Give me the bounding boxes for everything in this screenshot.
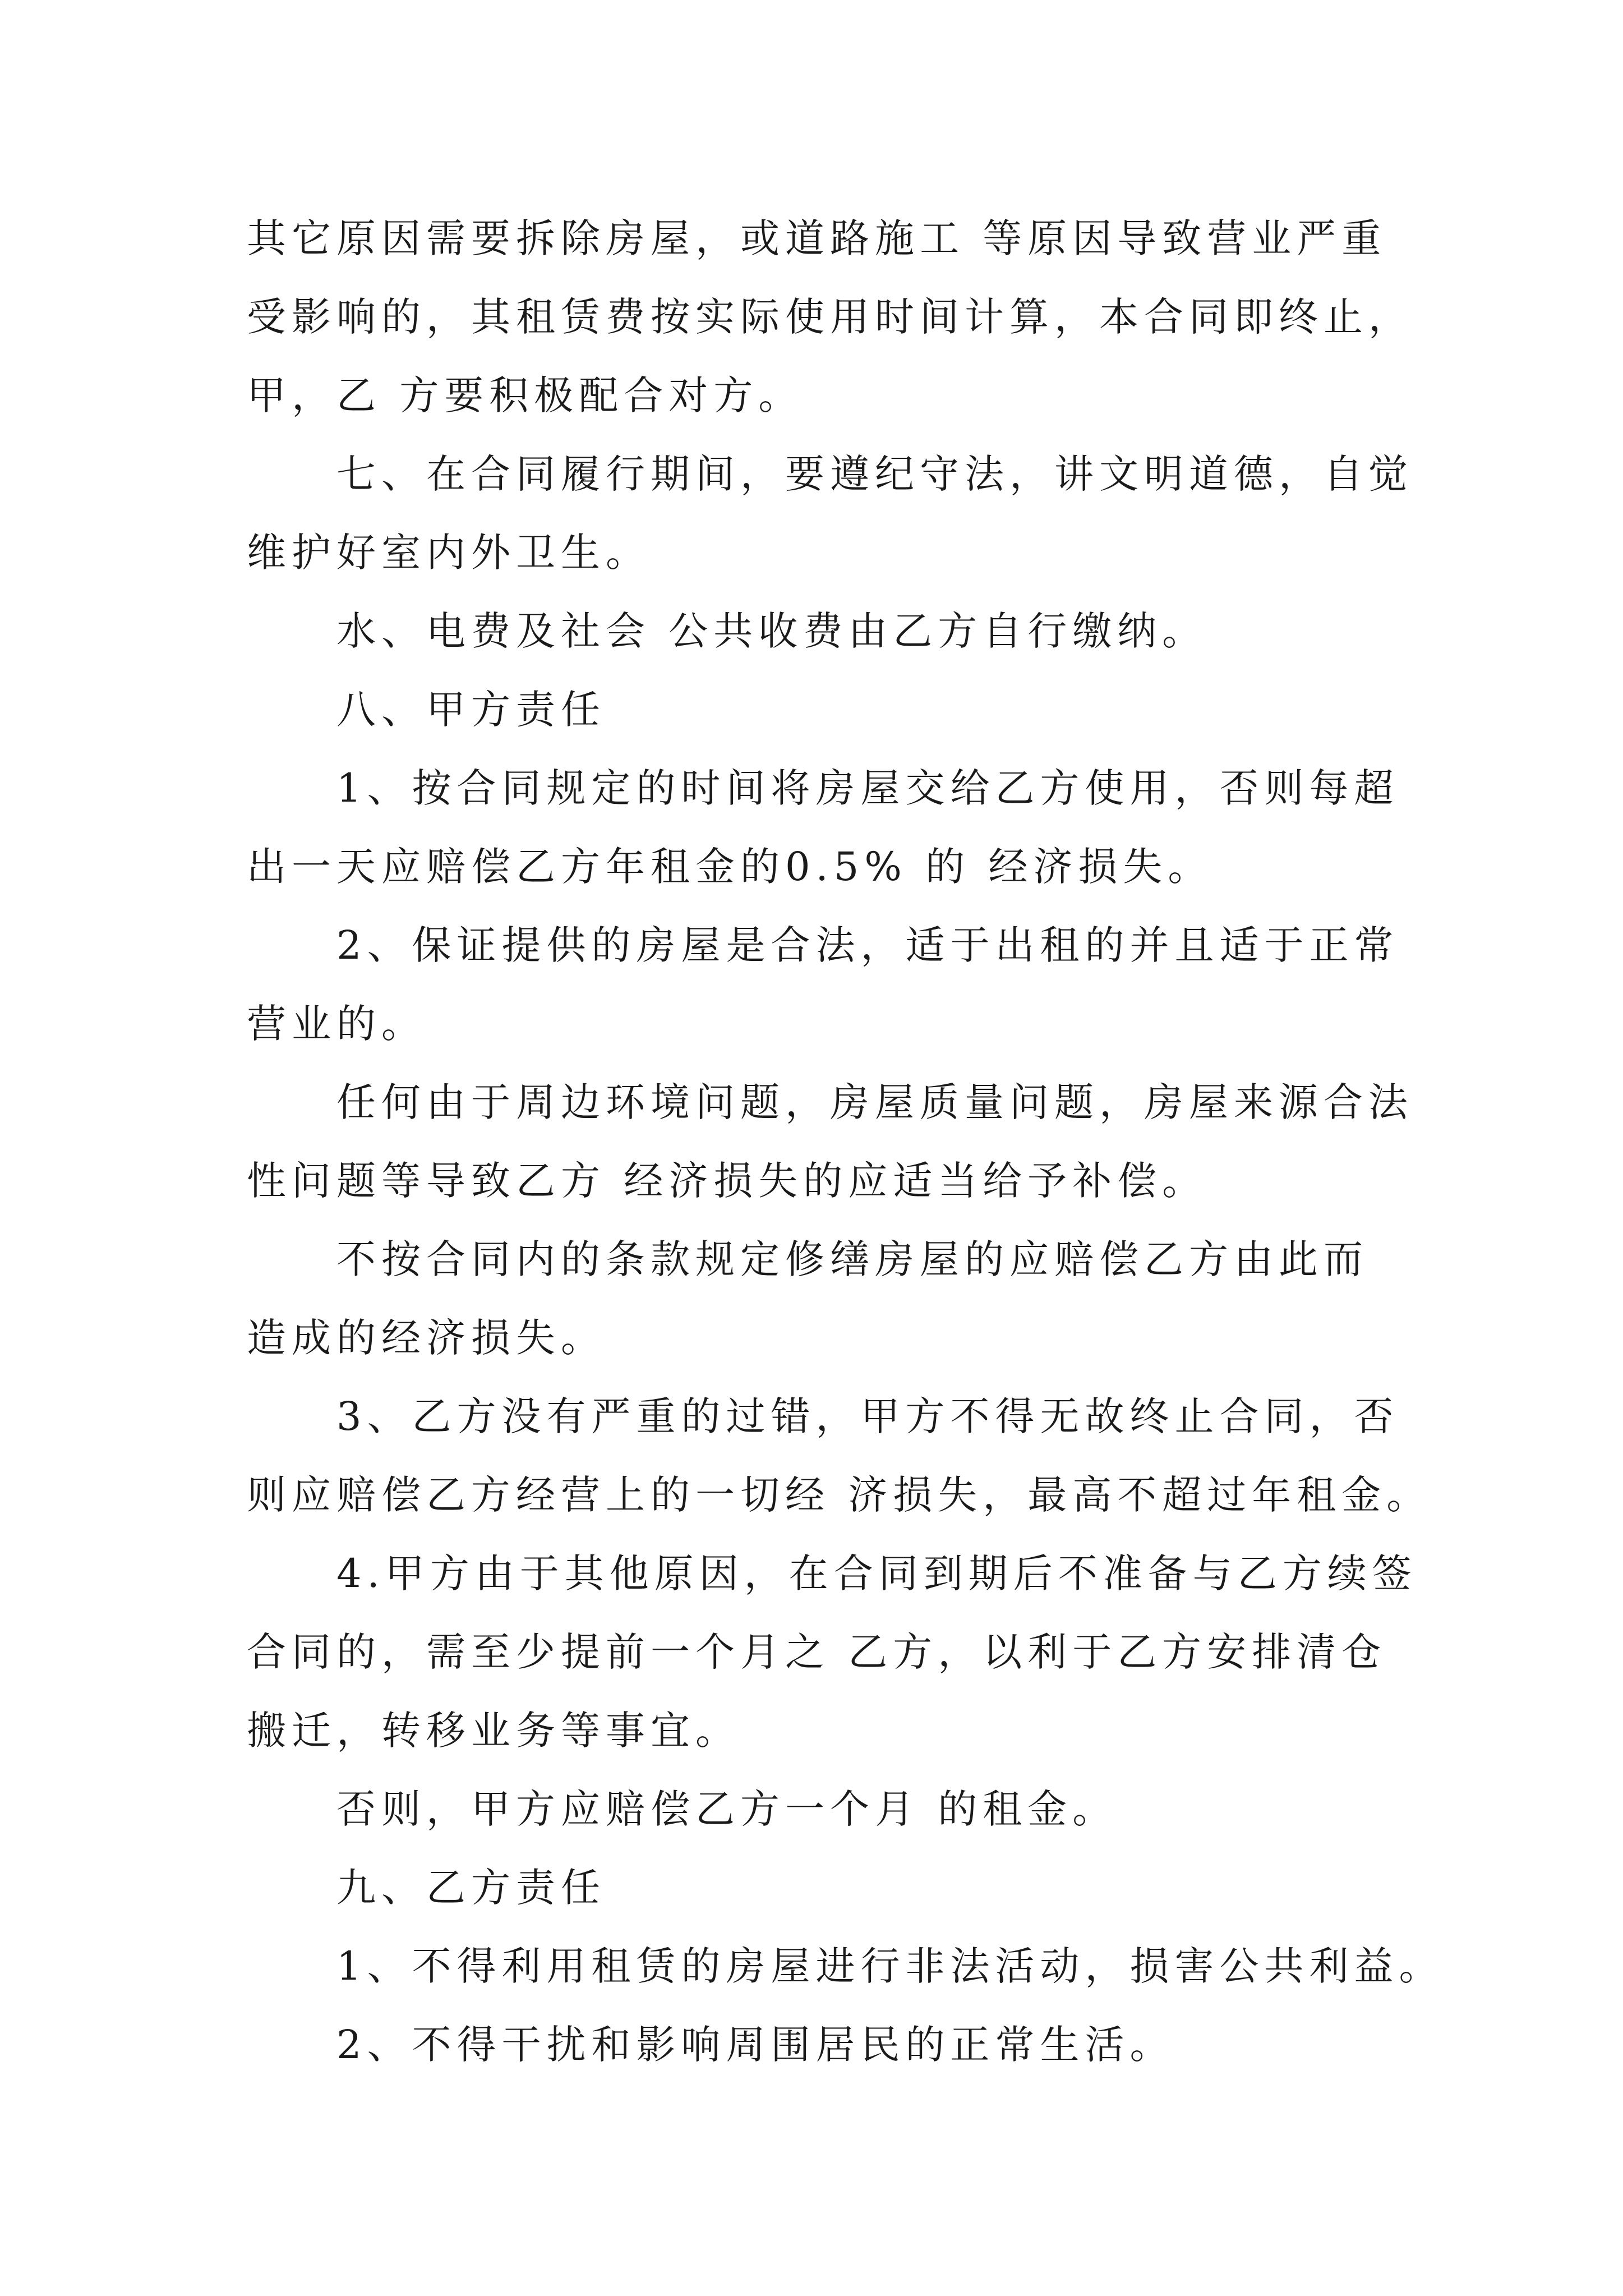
- text-line: 1、不得利用租赁的房屋进行非法活动，损害公共利益。: [336, 1943, 1444, 1989]
- text-line: 2、不得干扰和影响周围居民的正常生活。: [336, 2022, 1175, 2068]
- text-line: 营业的。: [247, 1001, 426, 1047]
- text-line: 维护好室内外卫生。: [247, 530, 651, 576]
- text-line: 水、电费及社会 公共收费由乙方自行缴纳。: [336, 608, 1207, 654]
- text-line: 1、按合同规定的时间将房屋交给乙方使用，否则每超: [336, 765, 1399, 811]
- text-line: 受影响的，其租赁费按实际使用时间计算，本合同即终止，: [247, 294, 1413, 340]
- section-heading: 九、乙方责任: [336, 1865, 606, 1911]
- text-line: 七、在合同履行期间，要遵纪守法，讲文明道德，自觉: [336, 451, 1413, 497]
- text-line: 否则，甲方应赔偿乙方一个月 的租金。: [336, 1786, 1118, 1832]
- text-line: 则应赔偿乙方经营上的一切经 济损失，最高不超过年租金。: [247, 1472, 1432, 1518]
- section-heading: 八、甲方责任: [336, 687, 606, 733]
- text-line: 造成的经济损失。: [247, 1315, 606, 1361]
- text-line: 4.甲方由于其他原因，在合同到期后不准备与乙方续签: [336, 1550, 1417, 1596]
- text-line: 3、乙方没有严重的过错，甲方不得无故终止合同，否: [336, 1393, 1399, 1439]
- text-line: 出一天应赔偿乙方年租金的0.5% 的 经济损失。: [247, 844, 1213, 890]
- text-line: 甲，乙 方要积极配合对方。: [247, 372, 804, 418]
- text-line: 任何由于周边环境问题，房屋质量问题，房屋来源合法: [336, 1079, 1413, 1125]
- text-line: 2、保证提供的房屋是合法，适于出租的并且适于正常: [336, 922, 1399, 968]
- text-line: 搬迁，转移业务等事宜。: [247, 1708, 740, 1754]
- text-line: 其它原因需要拆除房屋，或道路施工 等原因导致营业严重: [247, 215, 1387, 261]
- text-line: 不按合同内的条款规定修缮房屋的应赔偿乙方由此而: [336, 1236, 1368, 1282]
- text-line: 性问题等导致乙方 经济损失的应适当给予补偿。: [247, 1158, 1207, 1204]
- text-line: 合同的，需至少提前一个月之 乙方，以利于乙方安排清仓: [247, 1629, 1387, 1675]
